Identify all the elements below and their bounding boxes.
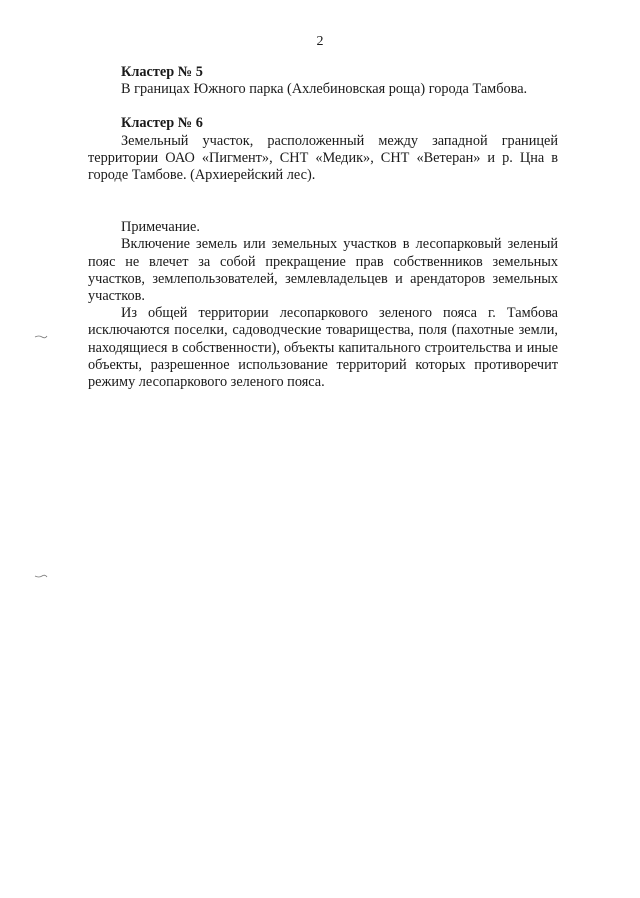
cluster-5-heading: Кластер № 5 <box>121 64 203 80</box>
cluster-5-section <box>88 64 558 98</box>
note-paragraph-1: Включение земель или земельных участков в лесопарковый зеленый пояс не влечет за собой прекращение прав собственников земельных участков, землепользователей, землевладельцев и арендаторов земельных участков. <box>88 236 558 305</box>
margin-scan-mark <box>34 574 48 579</box>
document-body <box>88 64 558 391</box>
cluster-6-heading: Кластер № 6 <box>121 115 203 132</box>
note-title: Примечание. <box>121 219 200 236</box>
cluster-5-text: В границах Южного парка (Ахлебиновская роща) города Тамбова. <box>121 81 528 98</box>
note-section <box>88 219 558 391</box>
page-number: 2 <box>316 34 324 49</box>
margin-scan-mark <box>34 334 48 339</box>
note-paragraph-2: Из общей территории лесопаркового зеленого пояса г. Тамбова исключаются поселки, садоводческие товарищества, поля (пахотные земли, находящиеся в собственности), объекты капитального строительства и иные объекты, разрешенное использование территорий которых противоречит режиму лесопаркового зеленого пояса. <box>88 305 558 391</box>
cluster-6-section <box>88 115 558 184</box>
cluster-6-text: Земельный участок, расположенный между западной границей территории ОАО «Пигмент», СНТ «Медик», СНТ «Ветеран» и р. Цна в городе Тамбове. (Архиерейский лес). <box>88 132 558 184</box>
